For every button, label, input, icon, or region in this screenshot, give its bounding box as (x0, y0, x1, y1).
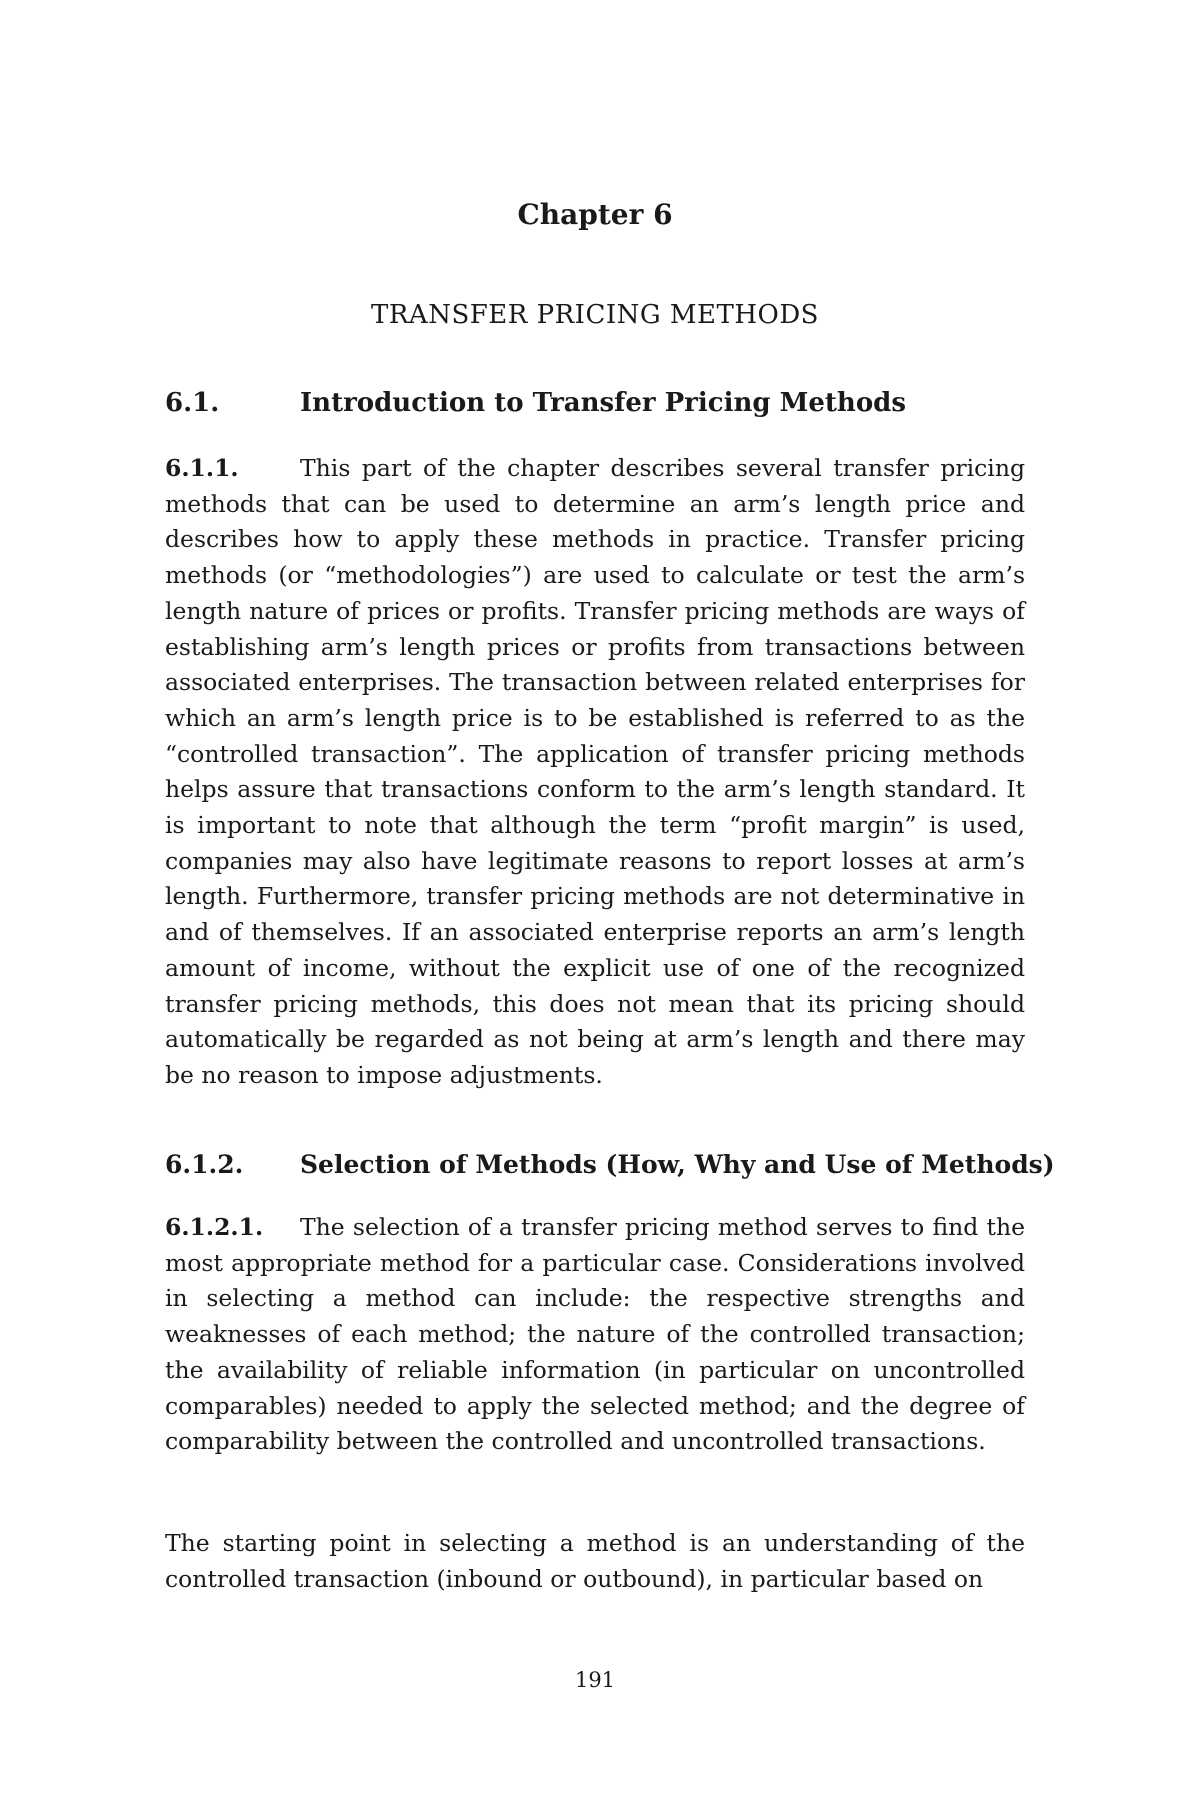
paragraph-number: 6.1.2.1. (165, 1213, 264, 1241)
section-number: 6.1. (165, 388, 220, 418)
chapter-title: TRANSFER PRICING METHODS (371, 300, 819, 330)
paragraph-starting-point (165, 1526, 1025, 1597)
paragraph-text: The selection of a transfer pricing method serves to find the most appropriate method for a particular case. Considerations involved in selecting a method can include: the respective strengths and weaknesses of each method; the nature of the controlled transaction; the availability of reliable information (in particular on uncontrolled comparables) needed to apply the selected method; and the degree of comparability between the controlled and uncontrolled transactions. (165, 1213, 1025, 1456)
paragraph-6-1-1 (165, 451, 1025, 1094)
paragraph-6-1-2-1 (165, 1210, 1025, 1460)
page-number: 191 (574, 1668, 616, 1692)
chapter-label: Chapter 6 (517, 198, 673, 231)
paragraph-text: This part of the chapter describes several transfer pricing methods that can be used to determine an arm’s length price and describes how to apply these methods in practice. Transfer pricing methods (or “methodologies”) are used to calculate or test the arm’s length nature of prices or profits. Transfer pricing methods are ways of establishing arm’s length prices or profits from transactions between associated enterprises. The transaction between related enterprises for which an arm’s length price is to be established is referred to as the “controlled transaction”. The application of transfer pricing methods helps assure that transactions conform to the arm’s length standard. It is important to note that although the term “profit margin” is used, companies may also have legitimate reasons to report losses at arm’s length. Furthermore, transfer pricing methods are not determinative in and of themselves. If an associated enterprise reports an arm’s length amount of income, without the explicit use of one of the recognized transfer pricing methods, this does not mean that its pricing should automatically be regarded as not being at arm’s length and there may be no reason to impose adjustments. (165, 454, 1025, 1089)
section-heading-6-1 (165, 388, 1025, 418)
paragraph-text: The starting point in selecting a method is an understanding of the controlled transaction (inbound or outbound), in particular based on (165, 1529, 1025, 1593)
section-title: Introduction to Transfer Pricing Methods (300, 388, 906, 418)
document-page (165, 0, 1055, 1800)
section-title: Selection of Methods (How, Why and Use of Methods) (300, 1150, 1055, 1179)
paragraph-number: 6.1.1. (165, 454, 239, 482)
section-number: 6.1.2. (165, 1150, 244, 1179)
section-heading-6-1-2 (165, 1150, 1055, 1179)
